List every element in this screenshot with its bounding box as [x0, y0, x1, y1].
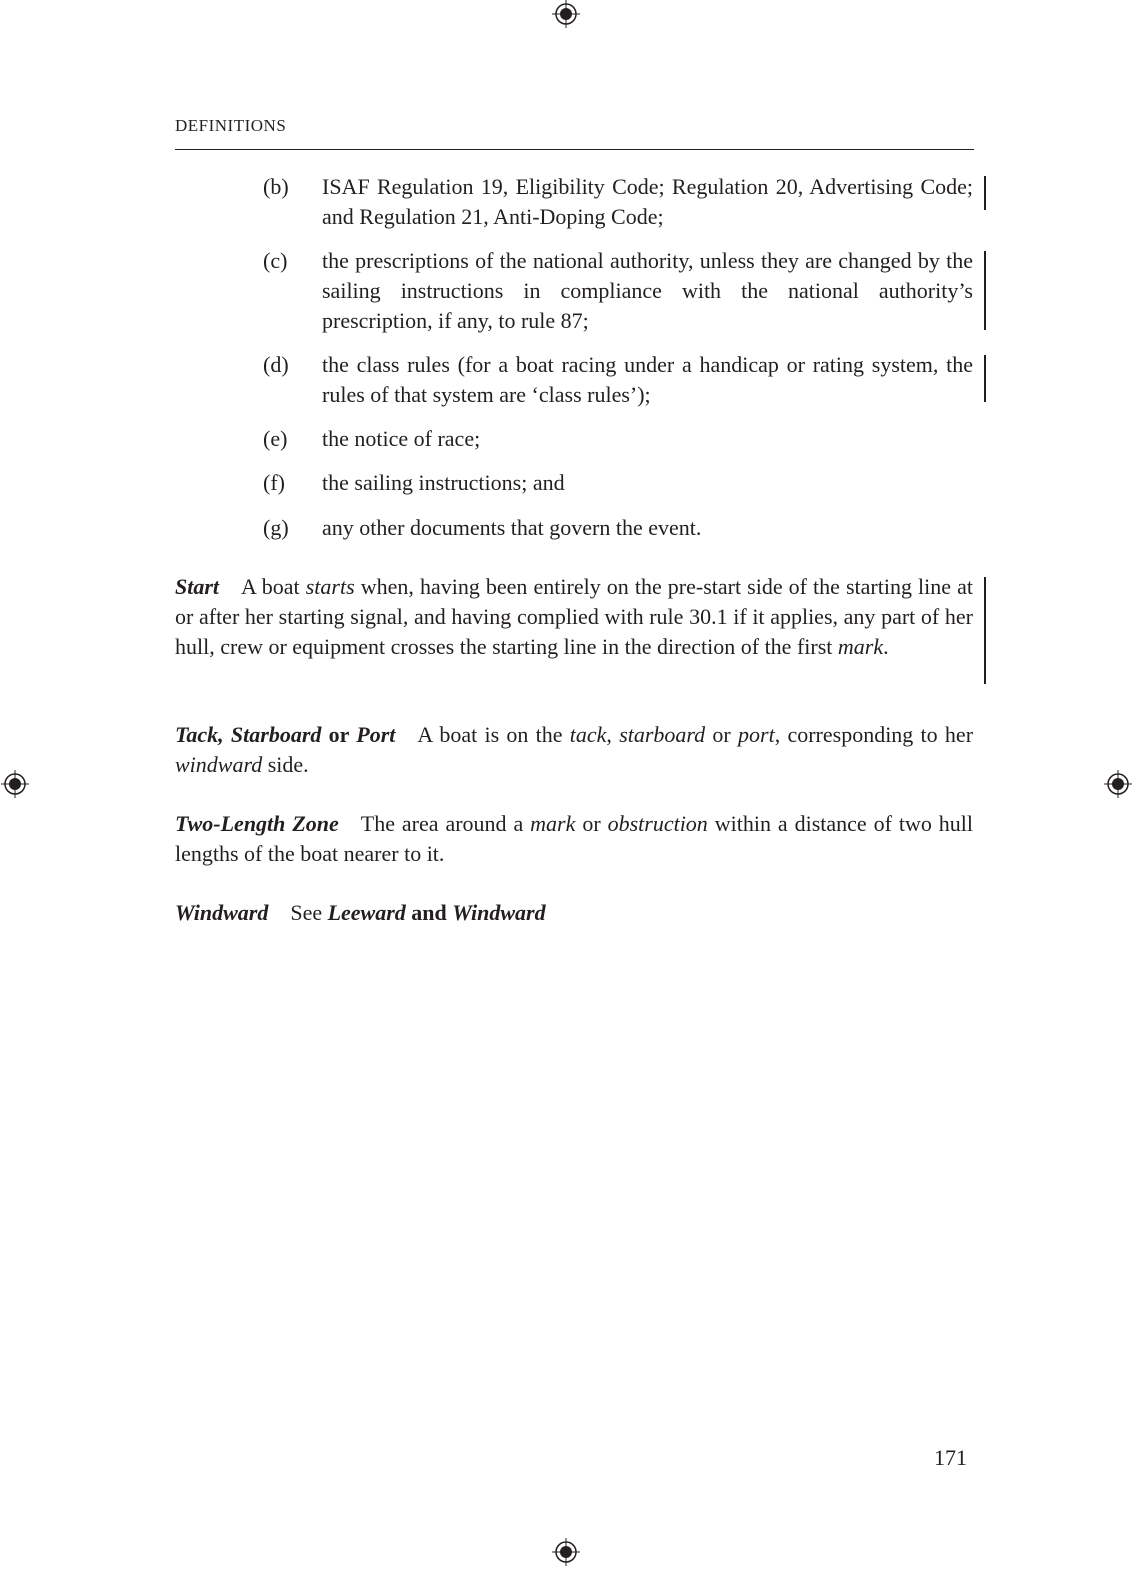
term: Windward: [175, 900, 269, 925]
text: , corresponding to her: [774, 722, 974, 747]
change-bar: [984, 251, 986, 330]
definition-windward: [175, 898, 973, 928]
registration-mark-icon: [1, 770, 29, 798]
item-label: (e): [263, 426, 288, 451]
item-label: (f): [263, 470, 285, 495]
list-item: [263, 246, 973, 336]
term: Start: [175, 574, 220, 599]
list-item: [263, 172, 973, 232]
list-item: [263, 350, 973, 410]
italic-term: tack: [569, 722, 607, 747]
term-reference: Windward: [452, 900, 546, 925]
text: within a distance of two hull lengths of the boat nearer to it.: [175, 811, 973, 866]
text: when, having been entirely on the pre-start side of the starting line at or after her starting signal, and having complied with rule 30.1 if it applies, any part of her hull, crew or equipment crosses the starting line in the direction of the first: [175, 574, 973, 659]
item-text: the notice of race;: [322, 426, 481, 451]
running-header: DEFINITIONS: [175, 116, 287, 135]
text: The area around a: [360, 811, 531, 836]
text: or: [575, 811, 608, 836]
registration-mark-icon: [1104, 770, 1132, 798]
term: Tack, Starboard: [175, 722, 322, 747]
registration-mark-icon: [552, 1538, 580, 1566]
term-reference: Leeward: [327, 900, 406, 925]
item-label: (d): [263, 352, 289, 377]
text: A boat: [241, 574, 306, 599]
term-connector: and: [405, 900, 453, 925]
item-text: any other documents that govern the event.: [322, 515, 702, 540]
item-text: the sailing instructions; and: [322, 470, 565, 495]
text: side.: [262, 752, 309, 777]
definition-tack: [175, 720, 973, 780]
text: .: [883, 634, 889, 659]
change-bar: [984, 176, 986, 210]
italic-term: starboard: [619, 722, 706, 747]
header-rule: [175, 149, 974, 150]
list-item: [263, 513, 973, 543]
item-label: (g): [263, 515, 289, 540]
list-item: [263, 468, 973, 498]
item-label: (b): [263, 174, 289, 199]
term: Two-Length Zone: [175, 811, 339, 836]
text: A boat is on the: [417, 722, 570, 747]
text: ,: [606, 722, 620, 747]
item-label: (c): [263, 248, 288, 273]
italic-term: windward: [175, 752, 263, 777]
definition-start: [175, 572, 973, 662]
page-number: 171: [934, 1445, 967, 1470]
text: See: [290, 900, 328, 925]
italic-term: mark: [530, 811, 576, 836]
italic-term: mark: [837, 634, 884, 659]
term: Port: [356, 722, 396, 747]
change-bar: [984, 355, 986, 402]
text: or: [705, 722, 739, 747]
definition-two-length-zone: [175, 809, 973, 869]
registration-mark-icon: [552, 0, 580, 28]
italic-term: port: [738, 722, 775, 747]
item-text: the prescriptions of the national authority, unless they are changed by the sailing instructions in compliance with the national authority’s prescription, if any, to rule 87;: [322, 248, 973, 333]
item-text: ISAF Regulation 19, Eligibility Code; Regulation 20, Advertising Code; and Regulation 21, Anti-Doping Code;: [322, 174, 973, 229]
italic-term: starts: [305, 574, 355, 599]
change-bar: [984, 577, 986, 684]
italic-term: obstruction: [607, 811, 708, 836]
item-text: the class rules (for a boat racing under a handicap or rating system, the rules of that system are ‘class rules’);: [322, 352, 973, 407]
list-item: [263, 424, 973, 454]
term-connector: or: [321, 722, 357, 747]
